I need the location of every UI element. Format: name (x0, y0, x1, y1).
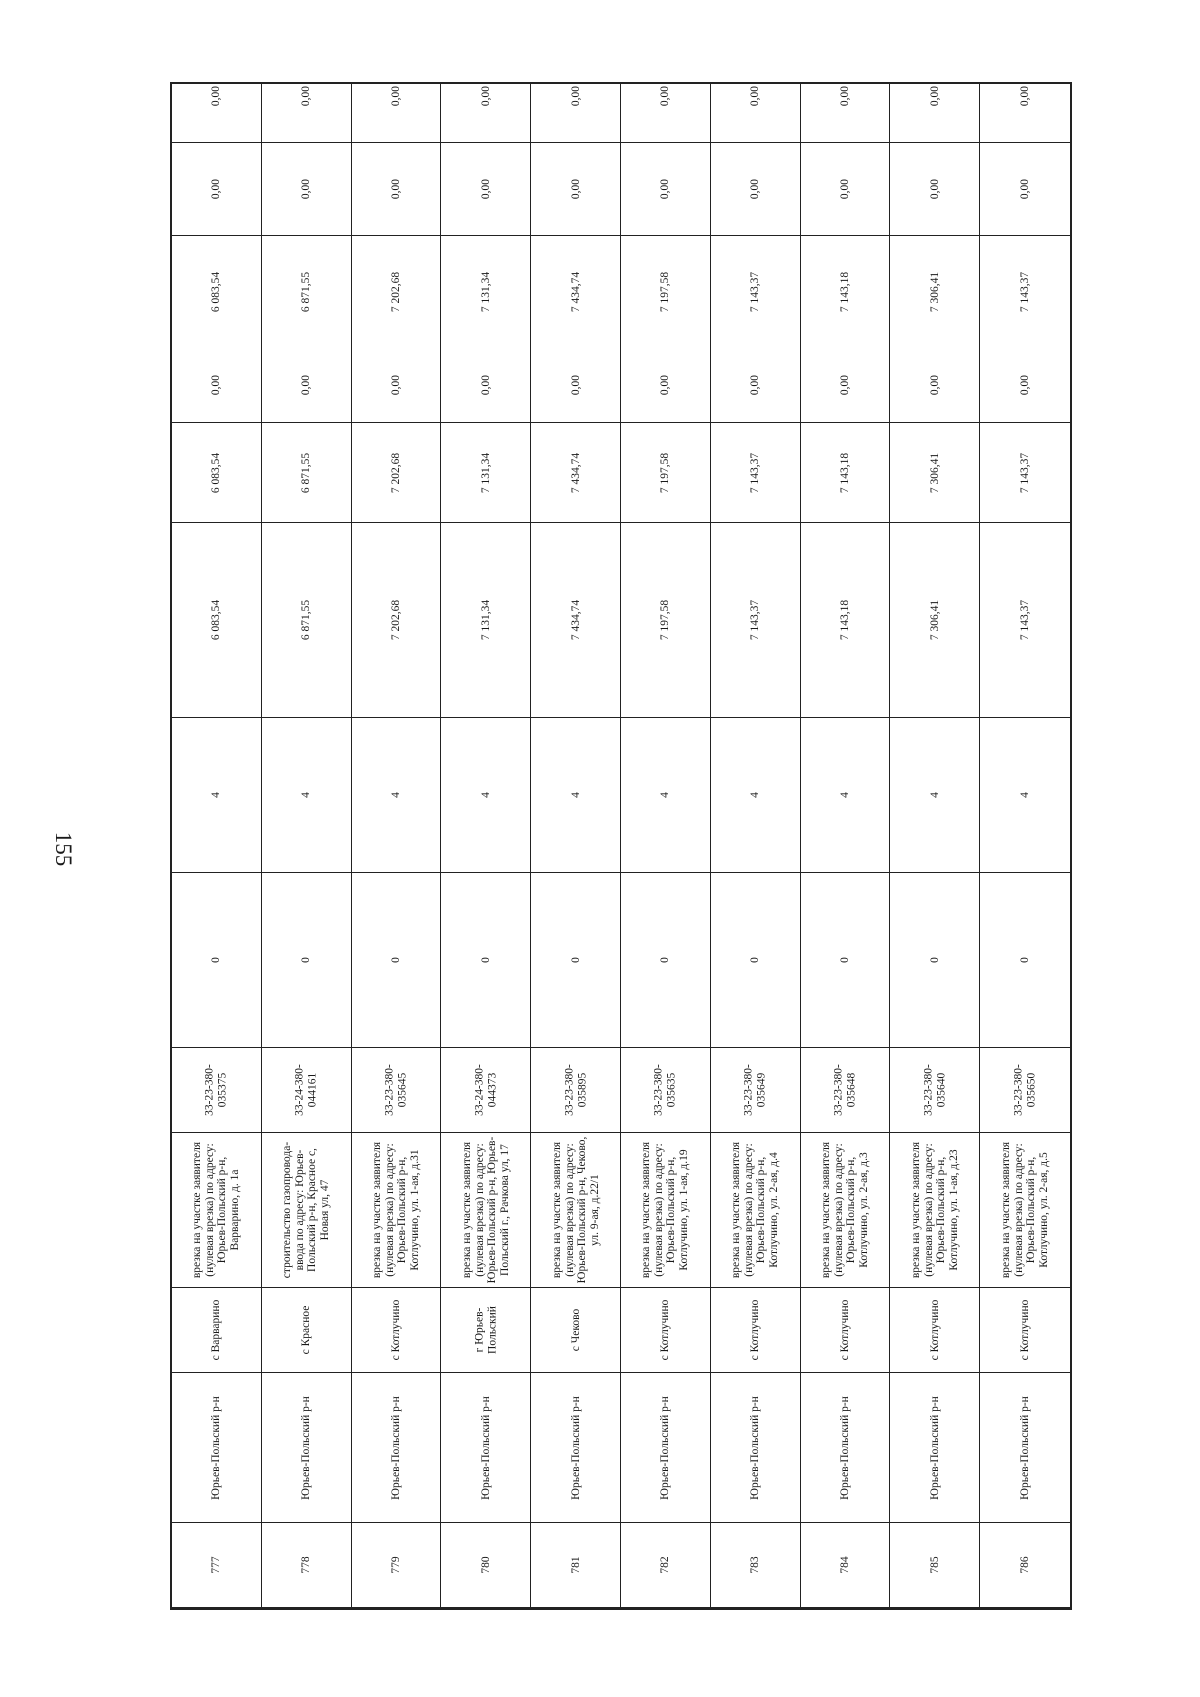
amount-col-12-text: 0,00 (659, 178, 672, 200)
cell-amount-col-9 (531, 423, 620, 523)
amount-col-11-text: 7 143,37 (748, 271, 761, 313)
amount-col-12-text: 0,00 (569, 178, 582, 200)
cell-cadastral-number (352, 1048, 441, 1133)
row-number-text: 779 (389, 1556, 402, 1574)
amount-col-13-text: 0,00 (569, 85, 582, 107)
cadastral-number-text: 33-24-380-044373 (473, 1064, 498, 1116)
cadastral-number-text: 33-23-380-035650 (1012, 1064, 1038, 1116)
amount-total-text: 7 143,18 (838, 599, 851, 641)
amount-col-9-text: 7 202,68 (389, 452, 402, 493)
cell-district (352, 1373, 441, 1523)
cell-amount-col-11 (621, 236, 710, 348)
row-number-text: 783 (748, 1556, 761, 1574)
cell-amount-col-11 (441, 236, 530, 348)
amount-col-10-text: 0,00 (838, 374, 851, 396)
cell-amount-total (980, 523, 1070, 718)
amount-col-13-text: 0,00 (1018, 85, 1031, 107)
cell-amount-total (801, 523, 890, 718)
cell-amount-col-11 (352, 236, 441, 348)
cell-amount-col-10 (801, 348, 890, 423)
cell-settlement (262, 1288, 351, 1373)
cell-value-col-7 (621, 718, 710, 873)
district-text: Юрьев-Польский р-н (299, 1395, 312, 1500)
cell-amount-col-12 (621, 143, 710, 236)
cell-value-col-6 (711, 873, 800, 1048)
district-text: Юрьев-Польский р-н (479, 1395, 492, 1500)
cell-amount-col-12 (441, 143, 530, 236)
amount-col-9-text: 6 083,54 (210, 452, 223, 493)
cell-settlement (890, 1288, 979, 1373)
cell-value-col-7 (441, 718, 530, 873)
table-row (621, 84, 711, 1608)
value-col-7-text: 4 (210, 792, 223, 798)
cell-settlement (801, 1288, 890, 1373)
cell-amount-col-11 (801, 236, 890, 348)
value-col-7-text: 4 (659, 792, 672, 798)
cell-row-number (352, 1523, 441, 1608)
amount-col-11-text: 7 143,37 (1018, 271, 1031, 313)
row-number-text: 784 (838, 1556, 851, 1574)
district-text: Юрьев-Польский р-н (1018, 1395, 1031, 1500)
amount-col-13-text: 0,00 (299, 85, 312, 107)
cell-cadastral-number (441, 1048, 530, 1133)
amount-col-11-text: 7 143,18 (838, 271, 851, 313)
cell-amount-col-9 (711, 423, 800, 523)
cadastral-number-text: 33-23-380-035635 (652, 1064, 678, 1116)
cell-district (621, 1373, 710, 1523)
amount-total-text: 7 197,58 (659, 599, 672, 641)
settlement-text: с Варварино (210, 1299, 223, 1361)
cell-work-description (890, 1133, 979, 1288)
amount-col-9-text: 7 143,37 (1018, 452, 1031, 493)
row-number-text: 777 (210, 1556, 223, 1574)
cell-work-description (172, 1133, 261, 1288)
cell-district (441, 1373, 530, 1523)
cell-row-number (441, 1523, 530, 1608)
table-row (980, 84, 1070, 1608)
amount-col-11-text: 7 197,58 (659, 271, 672, 313)
settlement-text: с Чеково (569, 1308, 582, 1352)
cell-amount-col-12 (531, 143, 620, 236)
row-number-text: 785 (928, 1556, 941, 1574)
value-col-6-text: 0 (479, 957, 492, 963)
cell-row-number (711, 1523, 800, 1608)
cell-amount-col-10 (980, 348, 1070, 423)
cell-value-col-7 (262, 718, 351, 873)
cell-amount-col-13 (262, 50, 351, 143)
district-text: Юрьев-Польский р-н (389, 1395, 402, 1500)
work-description-text: врезка на участке заявителя (нулевая врезка) по адресу: Юрьев-Польский р-н, Юрьев-Польский г., Рачкова ул, 17 (460, 1136, 511, 1284)
amount-col-13-text: 0,00 (928, 85, 941, 107)
amount-col-12-text: 0,00 (748, 178, 761, 200)
amount-total-text: 7 143,37 (748, 599, 761, 641)
cell-amount-col-10 (441, 348, 530, 423)
cell-work-description (262, 1133, 351, 1288)
work-description-text: врезка на участке заявителя (нулевая врезка) по адресу: Юрьев-Польский р-н, Котлучино, ул. 2-ая, д.3 (819, 1141, 870, 1279)
amount-col-13-text: 0,00 (389, 85, 402, 107)
work-description-text: врезка на участке заявителя (нулевая врезка) по адресу: Юрьев-Польский р-н, Чеково, ул. 9-ая, д.22/1 (550, 1136, 601, 1284)
cell-amount-col-10 (262, 348, 351, 423)
value-col-7-text: 4 (838, 792, 851, 798)
value-col-7-text: 4 (569, 792, 582, 798)
cell-settlement (621, 1288, 710, 1373)
cadastral-number-text: 33-24-380-044161 (293, 1064, 319, 1116)
table-row (352, 84, 442, 1608)
cell-district (711, 1373, 800, 1523)
cadastral-number-text: 33-23-380-035645 (383, 1064, 408, 1116)
amount-col-10-text: 0,00 (928, 374, 941, 396)
row-number-text: 778 (299, 1556, 312, 1574)
cell-work-description (352, 1133, 441, 1288)
district-text: Юрьев-Польский р-н (210, 1395, 223, 1500)
cell-amount-col-13 (352, 50, 441, 143)
value-col-7-text: 4 (299, 792, 312, 798)
cell-amount-col-10 (621, 348, 710, 423)
cell-amount-col-11 (890, 236, 979, 348)
settlement-text: с Котлучино (838, 1299, 851, 1361)
work-description-text: врезка на участке заявителя (нулевая врезка) по адресу: Юрьев-Польский р-н, Котлучино, ул. 1-ая, д.23 (909, 1141, 960, 1279)
cell-cadastral-number (172, 1048, 261, 1133)
cell-cadastral-number (262, 1048, 351, 1133)
cell-amount-total (621, 523, 710, 718)
amount-total-text: 6 083,54 (210, 599, 223, 641)
work-description-text: строительство газопровода-ввода по адресу: Юрьев-Польский р-н, Красное с, Новая ул, 47 (281, 1141, 331, 1279)
cell-amount-col-13 (711, 50, 800, 143)
settlement-text: с Котлучино (1018, 1299, 1031, 1361)
cell-district (980, 1373, 1070, 1523)
cell-settlement (980, 1288, 1070, 1373)
cell-value-col-6 (352, 873, 441, 1048)
cell-work-description (441, 1133, 530, 1288)
work-description-text: врезка на участке заявителя (нулевая врезка) по адресу: Юрьев-Польский р-н, Котлучино, ул. 1-ая, д.31 (370, 1141, 421, 1279)
cell-district (262, 1373, 351, 1523)
amount-col-9-text: 7 143,37 (748, 452, 761, 493)
amount-col-13-text: 0,00 (838, 85, 851, 107)
work-description-text: врезка на участке заявителя (нулевая врезка) по адресу: Юрьев-Польский р-н, Котлучино, ул. 2-ая, д.5 (1000, 1141, 1050, 1279)
amount-col-12-text: 0,00 (210, 178, 223, 200)
amount-col-10-text: 0,00 (659, 374, 672, 396)
table-row (711, 84, 801, 1608)
cell-amount-col-12 (980, 143, 1070, 236)
cell-amount-total (890, 523, 979, 718)
work-description-text: врезка на участке заявителя (нулевая врезка) по адресу: Юрьев-Польский р-н, Котлучино, ул. 2-ая, д.4 (730, 1141, 780, 1279)
cell-amount-col-9 (172, 423, 261, 523)
work-description-text: врезка на участке заявителя (нулевая врезка) по адресу: Юрьев-Польский р-н, Варварино, д. 1а (191, 1141, 241, 1279)
table-row (801, 84, 891, 1608)
cell-value-col-7 (890, 718, 979, 873)
cell-value-col-6 (441, 873, 530, 1048)
value-col-6-text: 0 (389, 957, 402, 963)
cell-settlement (352, 1288, 441, 1373)
row-number-text: 780 (479, 1556, 492, 1574)
amount-col-9-text: 6 871,55 (299, 452, 312, 493)
amount-col-10-text: 0,00 (299, 374, 312, 396)
table-row (890, 84, 980, 1608)
cell-amount-col-11 (711, 236, 800, 348)
table-row (531, 84, 621, 1608)
cell-amount-col-10 (890, 348, 979, 423)
amount-col-13-text: 0,00 (748, 85, 761, 107)
cell-value-col-7 (352, 718, 441, 873)
cell-amount-col-10 (172, 348, 261, 423)
cell-amount-col-9 (621, 423, 710, 523)
amount-col-11-text: 7 434,74 (569, 271, 582, 313)
amount-total-text: 7 143,37 (1018, 599, 1031, 641)
cell-value-col-7 (980, 718, 1070, 873)
cell-amount-col-9 (262, 423, 351, 523)
settlement-text: с Красное (299, 1305, 312, 1355)
settlement-text: г Юрьев-Польский (473, 1306, 498, 1354)
value-col-6-text: 0 (299, 957, 312, 963)
cell-cadastral-number (980, 1048, 1070, 1133)
cell-row-number (980, 1523, 1070, 1608)
cell-amount-total (352, 523, 441, 718)
cadastral-number-text: 33-23-380-035375 (203, 1064, 229, 1116)
cell-district (890, 1373, 979, 1523)
amount-col-10-text: 0,00 (479, 374, 492, 396)
cell-work-description (531, 1133, 620, 1288)
value-col-6-text: 0 (928, 957, 941, 963)
amount-col-11-text: 6 083,54 (210, 271, 223, 313)
amount-col-9-text: 7 143,18 (838, 452, 851, 493)
cell-value-col-6 (980, 873, 1070, 1048)
value-col-7-text: 4 (748, 792, 761, 798)
cell-amount-col-13 (172, 50, 261, 143)
cell-amount-col-11 (262, 236, 351, 348)
cell-value-col-6 (801, 873, 890, 1048)
cell-amount-col-12 (352, 143, 441, 236)
cell-amount-col-11 (172, 236, 261, 348)
cadastral-number-text: 33-23-380-035648 (832, 1064, 857, 1116)
amount-col-12-text: 0,00 (928, 178, 941, 200)
cadastral-number-text: 33-23-380-035895 (563, 1064, 588, 1116)
cell-amount-col-13 (801, 50, 890, 143)
cell-value-col-6 (890, 873, 979, 1048)
value-col-7-text: 4 (479, 792, 492, 798)
amount-col-10-text: 0,00 (210, 374, 223, 396)
cell-amount-col-10 (531, 348, 620, 423)
row-number-text: 782 (659, 1556, 672, 1574)
settlement-text: с Котлучино (748, 1299, 761, 1361)
value-col-6-text: 0 (748, 957, 761, 963)
cell-amount-total (441, 523, 530, 718)
value-col-7-text: 4 (389, 792, 402, 798)
cell-value-col-6 (262, 873, 351, 1048)
amount-total-text: 7 202,68 (389, 599, 402, 641)
table-row (441, 84, 531, 1608)
amount-col-13-text: 0,00 (659, 85, 672, 107)
cell-amount-col-9 (352, 423, 441, 523)
cell-settlement (711, 1288, 800, 1373)
amount-col-9-text: 7 306,41 (928, 452, 941, 493)
value-col-7-text: 4 (1018, 792, 1031, 798)
value-col-6-text: 0 (210, 957, 223, 963)
cell-district (172, 1373, 261, 1523)
district-text: Юрьев-Польский р-н (748, 1395, 761, 1500)
cell-settlement (441, 1288, 530, 1373)
cell-amount-col-9 (980, 423, 1070, 523)
amount-col-12-text: 0,00 (1018, 178, 1031, 200)
cell-work-description (711, 1133, 800, 1288)
cell-amount-col-13 (980, 50, 1070, 143)
cell-value-col-6 (172, 873, 261, 1048)
cell-amount-col-12 (262, 143, 351, 236)
value-col-6-text: 0 (659, 957, 672, 963)
value-col-7-text: 4 (928, 792, 941, 798)
cell-amount-col-11 (980, 236, 1070, 348)
amount-total-text: 6 871,55 (299, 599, 312, 641)
amount-col-12-text: 0,00 (389, 178, 402, 200)
amount-col-11-text: 7 202,68 (389, 271, 402, 313)
amount-col-11-text: 7 131,34 (479, 271, 492, 313)
cell-amount-total (262, 523, 351, 718)
value-col-6-text: 0 (838, 957, 851, 963)
amount-col-9-text: 7 434,74 (569, 452, 582, 493)
cell-amount-col-9 (441, 423, 530, 523)
row-number-text: 781 (569, 1556, 582, 1574)
cell-amount-total (172, 523, 261, 718)
cell-work-description (621, 1133, 710, 1288)
cell-amount-col-12 (801, 143, 890, 236)
cell-cadastral-number (621, 1048, 710, 1133)
cell-district (801, 1373, 890, 1523)
cell-value-col-7 (172, 718, 261, 873)
value-col-6-text: 0 (569, 957, 582, 963)
district-text: Юрьев-Польский р-н (838, 1395, 851, 1500)
cell-settlement (531, 1288, 620, 1373)
value-col-6-text: 0 (1018, 957, 1031, 963)
cadastral-number-text: 33-23-380-035640 (922, 1064, 947, 1116)
cell-work-description (980, 1133, 1070, 1288)
cell-cadastral-number (711, 1048, 800, 1133)
table-row (172, 84, 262, 1608)
amount-col-11-text: 7 306,41 (928, 271, 941, 313)
district-text: Юрьев-Польский р-н (569, 1395, 582, 1500)
amount-col-12-text: 0,00 (299, 178, 312, 200)
cell-amount-col-10 (352, 348, 441, 423)
table-row (262, 84, 352, 1608)
cell-value-col-6 (531, 873, 620, 1048)
cell-value-col-7 (801, 718, 890, 873)
cell-value-col-7 (711, 718, 800, 873)
cell-amount-col-9 (890, 423, 979, 523)
district-text: Юрьев-Польский р-н (659, 1395, 672, 1500)
cell-row-number (801, 1523, 890, 1608)
amount-col-10-text: 0,00 (1018, 374, 1031, 396)
row-number-text: 786 (1018, 1556, 1031, 1574)
amount-col-12-text: 0,00 (838, 178, 851, 200)
cell-amount-col-12 (711, 143, 800, 236)
cell-work-description (801, 1133, 890, 1288)
cell-amount-col-13 (621, 50, 710, 143)
cell-amount-col-10 (711, 348, 800, 423)
cell-row-number (262, 1523, 351, 1608)
cell-row-number (621, 1523, 710, 1608)
cell-amount-total (531, 523, 620, 718)
cell-district (531, 1373, 620, 1523)
cell-amount-col-12 (172, 143, 261, 236)
amount-col-11-text: 6 871,55 (299, 271, 312, 313)
cell-row-number (890, 1523, 979, 1608)
amount-total-text: 7 306,41 (928, 599, 941, 641)
cell-amount-col-12 (890, 143, 979, 236)
amount-col-10-text: 0,00 (569, 374, 582, 396)
cell-row-number (531, 1523, 620, 1608)
cell-cadastral-number (801, 1048, 890, 1133)
cell-amount-total (711, 523, 800, 718)
work-description-text: врезка на участке заявителя (нулевая врезка) по адресу: Юрьев-Польский р-н, Котлучино, ул. 1-ая, д.19 (640, 1141, 690, 1279)
district-text: Юрьев-Польский р-н (928, 1395, 941, 1500)
amount-total-text: 7 131,34 (479, 599, 492, 641)
amount-col-13-text: 0,00 (479, 85, 492, 107)
cell-row-number (172, 1523, 261, 1608)
cell-amount-col-13 (531, 50, 620, 143)
settlement-text: с Котлучино (389, 1299, 402, 1361)
amount-col-13-text: 0,00 (210, 85, 223, 107)
amount-col-10-text: 0,00 (389, 374, 402, 396)
cell-cadastral-number (890, 1048, 979, 1133)
cadastral-number-text: 33-23-380-035649 (742, 1064, 768, 1116)
amount-col-9-text: 7 131,34 (479, 452, 492, 493)
amount-col-9-text: 7 197,58 (659, 452, 672, 493)
amount-col-10-text: 0,00 (748, 374, 761, 396)
amount-col-12-text: 0,00 (479, 178, 492, 200)
settlement-text: с Котлучино (659, 1299, 672, 1361)
cell-amount-col-13 (890, 50, 979, 143)
page-number: 155 (51, 831, 76, 867)
cell-amount-col-13 (441, 50, 530, 143)
cell-cadastral-number (531, 1048, 620, 1133)
amount-total-text: 7 434,74 (569, 599, 582, 641)
cell-settlement (172, 1288, 261, 1373)
cell-amount-col-9 (801, 423, 890, 523)
cell-value-col-7 (531, 718, 620, 873)
cell-value-col-6 (621, 873, 710, 1048)
cell-amount-col-11 (531, 236, 620, 348)
data-table (170, 82, 1072, 1610)
settlement-text: с Котлучино (928, 1299, 941, 1361)
